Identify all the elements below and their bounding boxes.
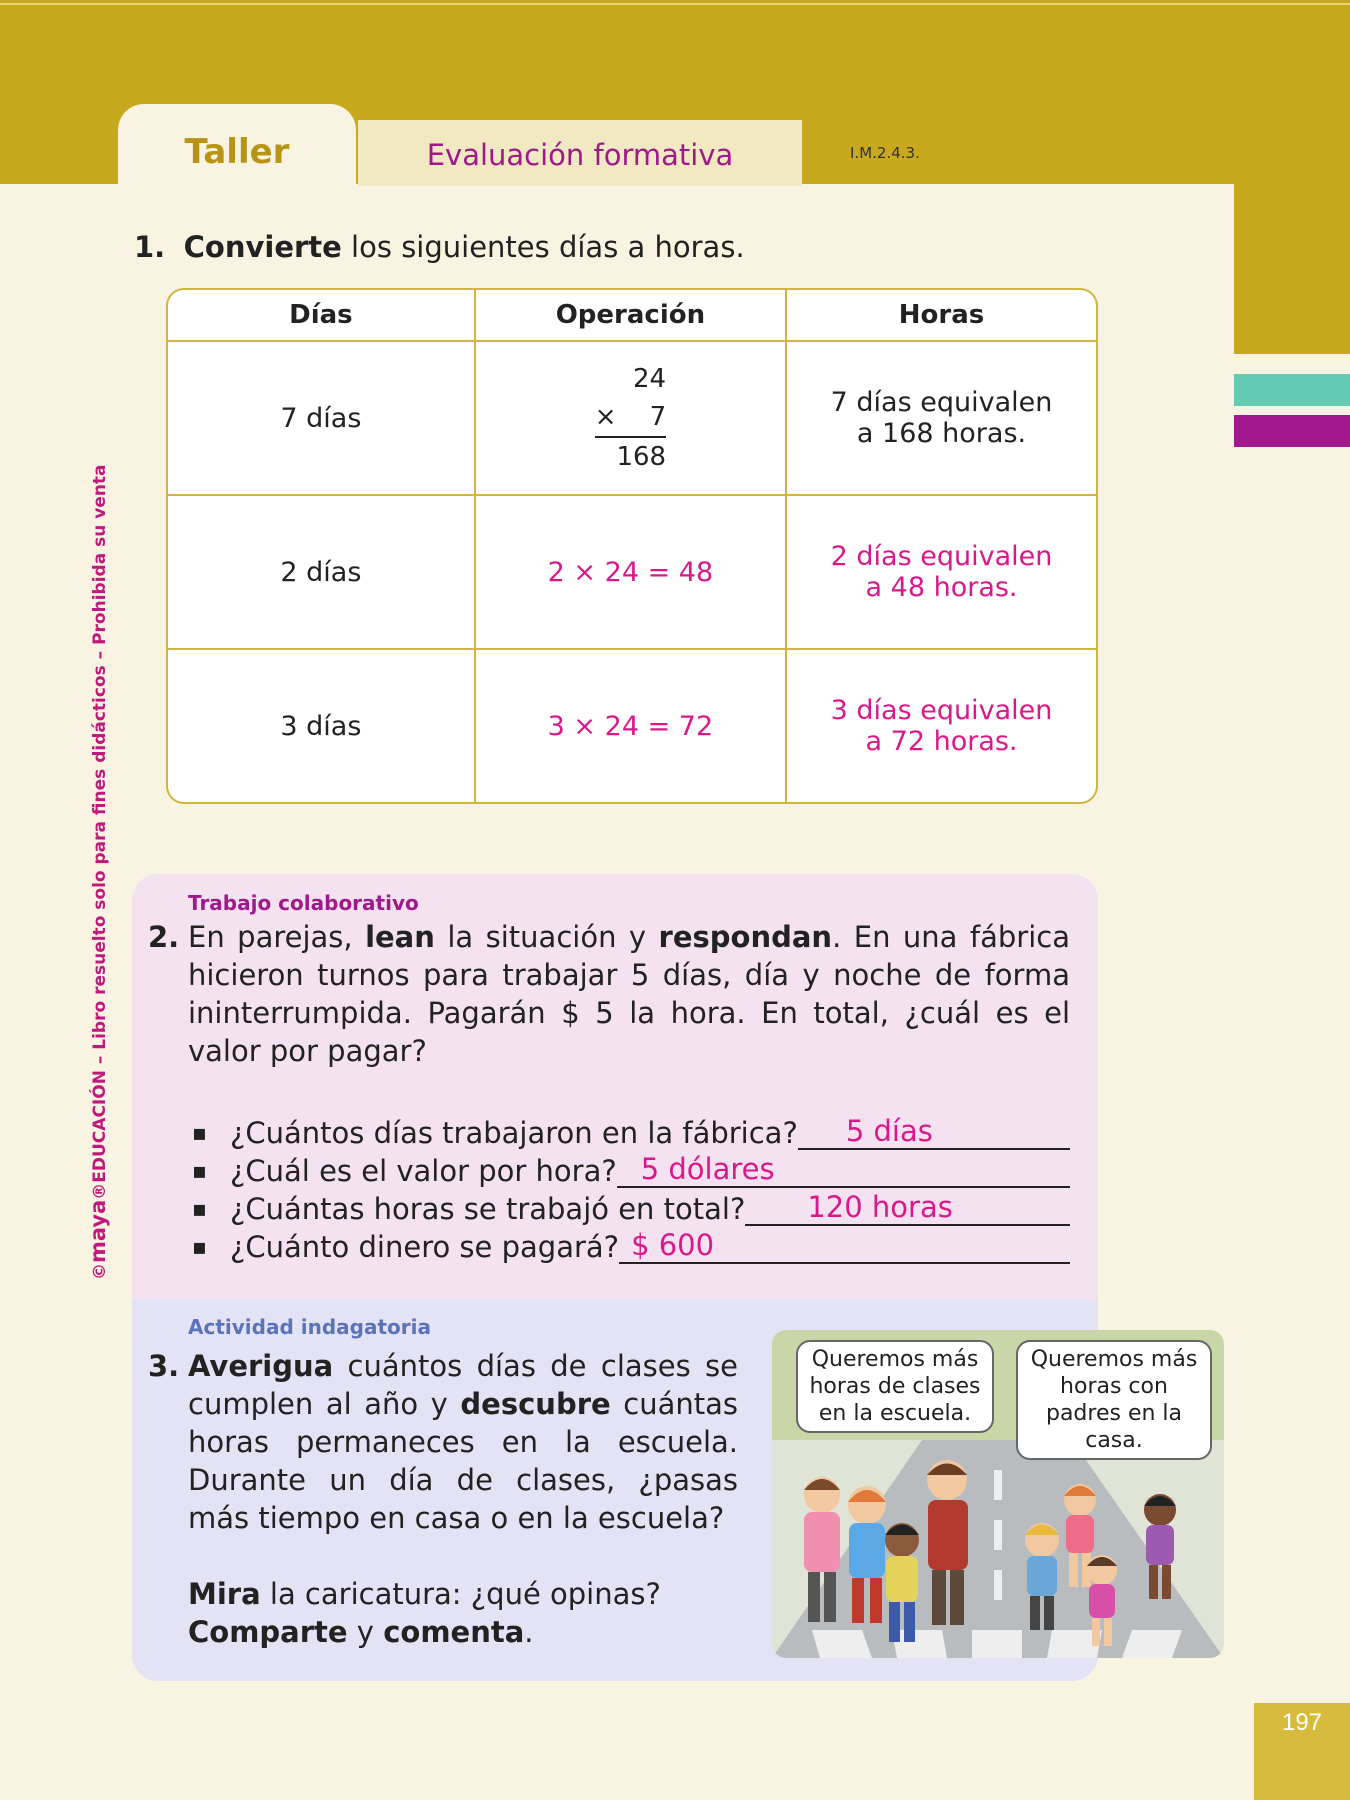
- list-question: ¿Cuántas horas se trabajó en total?: [230, 1192, 746, 1226]
- q1-number: 1.: [134, 230, 166, 264]
- q2-text-part: la situación y: [434, 920, 659, 954]
- list-item: [192, 1112, 1070, 1150]
- q2-text-part: En parejas,: [188, 920, 366, 954]
- horas-line-2: a 48 horas.: [865, 572, 1018, 603]
- cell-dias: 7 días: [280, 402, 362, 434]
- header-horas: Horas: [785, 290, 1096, 342]
- speech-bubble-right: Queremos más horas con padres en la casa.: [1016, 1340, 1212, 1460]
- bullet: ▪: [192, 1235, 207, 1260]
- q3-number: 3.: [148, 1349, 180, 1383]
- cell-operacion: [474, 342, 785, 494]
- q3-text-part: .: [524, 1615, 534, 1649]
- cell-dias: 3 días: [168, 648, 474, 802]
- cell-operacion: 2 × 24 = 48: [474, 494, 785, 648]
- accent-teal-bar: [1234, 374, 1350, 406]
- horas-line-1: 7 días equivalen: [830, 387, 1053, 418]
- table-header-row: [168, 290, 1096, 342]
- question-2: [148, 918, 1070, 1070]
- q2-bold-lean: lean: [365, 920, 435, 954]
- brand-logo: maya: [86, 1199, 110, 1263]
- mult-sign: ×: [594, 402, 617, 432]
- mult-factor: 7: [649, 402, 667, 432]
- list-question: ¿Cuánto dinero se pagará?: [230, 1230, 620, 1264]
- horas-line-1: 2 días equivalen: [830, 541, 1053, 572]
- list-item: [192, 1150, 1070, 1188]
- answer-text: 5 dólares: [640, 1152, 775, 1186]
- q2-text: [188, 918, 1070, 1070]
- answer-text: $ 600: [631, 1228, 715, 1262]
- bullet: ▪: [192, 1159, 207, 1184]
- q3-text-part: la caricatura: ¿qué opinas?: [260, 1577, 661, 1611]
- list-question: ¿Cuál es el valor por hora?: [230, 1154, 617, 1188]
- q3-line-comparte: [188, 1613, 738, 1651]
- q3-bold-descubre: descubre: [460, 1387, 611, 1421]
- horas-line-2: a 72 horas.: [865, 726, 1018, 757]
- q1-text: los siguientes días a horas.: [341, 230, 745, 264]
- side-notice: ©maya®EDUCACIÓN – Libro resuelto solo para fines didácticos – Prohibida su venta: [86, 464, 110, 1280]
- q2-number: 2.: [148, 920, 180, 954]
- list-item: [192, 1226, 1070, 1264]
- table-row: [168, 648, 1096, 802]
- cell-operacion: 3 × 24 = 72: [474, 648, 785, 802]
- page-number: 197: [1281, 1709, 1323, 1736]
- answer-line[interactable]: [619, 1228, 1070, 1264]
- answer-text: 120 horas: [807, 1190, 953, 1224]
- mult-factor-line: [595, 398, 666, 436]
- header-operacion: Operación: [474, 290, 785, 342]
- q3-bold-comparte: Comparte: [188, 1615, 348, 1649]
- q1-verb: Convierte: [183, 230, 342, 264]
- collaborative-label: Trabajo colaborativo: [188, 891, 419, 915]
- q3-text-part: y: [347, 1615, 384, 1649]
- mult-top: 24: [633, 364, 667, 394]
- question-3: [148, 1347, 738, 1651]
- tab-evaluacion-label: Evaluación formativa: [426, 138, 734, 172]
- answer-line[interactable]: [798, 1114, 1070, 1150]
- header-dias: Días: [168, 290, 474, 342]
- cell-horas: [785, 648, 1096, 802]
- curriculum-code: I.M.2.4.3.: [850, 144, 920, 162]
- q3-bold-mira: Mira: [188, 1577, 261, 1611]
- q3-instructions: [188, 1575, 738, 1651]
- q3-bold-averigua: Averigua: [188, 1349, 334, 1383]
- inquiry-label: Actividad indagatoria: [188, 1315, 431, 1339]
- table-row: [168, 494, 1096, 648]
- q3-text-part: cuántos días de clases se cumplen al año y: [188, 1349, 738, 1421]
- q3-line-mira: [188, 1575, 738, 1613]
- cell-horas: [785, 494, 1096, 648]
- tab-taller-label: Taller: [184, 132, 290, 172]
- cartoon-illustration: [772, 1330, 1224, 1658]
- conversion-table: [166, 288, 1098, 804]
- top-band-line: [0, 3, 1350, 5]
- horas-line-2: a 168 horas.: [856, 418, 1027, 449]
- bullet: ▪: [192, 1197, 207, 1222]
- multiplication: [595, 360, 666, 476]
- answer-line[interactable]: [617, 1152, 1070, 1188]
- q3-bold-comenta: comenta: [383, 1615, 525, 1649]
- table-row: [168, 342, 1096, 494]
- q2-bold-respondan: respondan: [658, 920, 833, 954]
- tab-taller: [118, 104, 356, 186]
- question-1: [134, 230, 745, 264]
- accent-magenta-bar: [1234, 415, 1350, 447]
- cell-dias: 2 días: [168, 494, 474, 648]
- q3-text: [188, 1347, 738, 1537]
- cell-horas: [785, 342, 1096, 494]
- tab-evaluacion: [358, 120, 802, 186]
- q3-text-part: cuántas horas permaneces en la escuela. Durante un día de clases, ¿pasas más tiempo en casa o en la escuela?: [188, 1387, 738, 1535]
- answer-line[interactable]: [745, 1190, 1070, 1226]
- right-band: [1234, 184, 1350, 354]
- speech-bubble-left: Queremos más horas de clases en la escuela.: [796, 1340, 994, 1433]
- q2-text-part: . En una fábrica hicieron turnos para trabajar 5 días, día y noche de forma ininterrumpida. Pagarán $ 5 la hora. En total, ¿cuál es el valor por pagar?: [188, 920, 1070, 1068]
- list-question: ¿Cuántos días trabajaron en la fábrica?: [230, 1116, 798, 1150]
- horas-line-1: 3 días equivalen: [830, 695, 1053, 726]
- bullet: ▪: [192, 1121, 207, 1146]
- list-item: [192, 1188, 1070, 1226]
- question-list: [192, 1112, 1070, 1264]
- side-notice-text: EDUCACIÓN – Libro resuelto solo para fines didácticos – Prohibida su venta: [90, 464, 110, 1183]
- answer-text: 5 días: [845, 1114, 933, 1148]
- mult-result: 168: [595, 436, 666, 476]
